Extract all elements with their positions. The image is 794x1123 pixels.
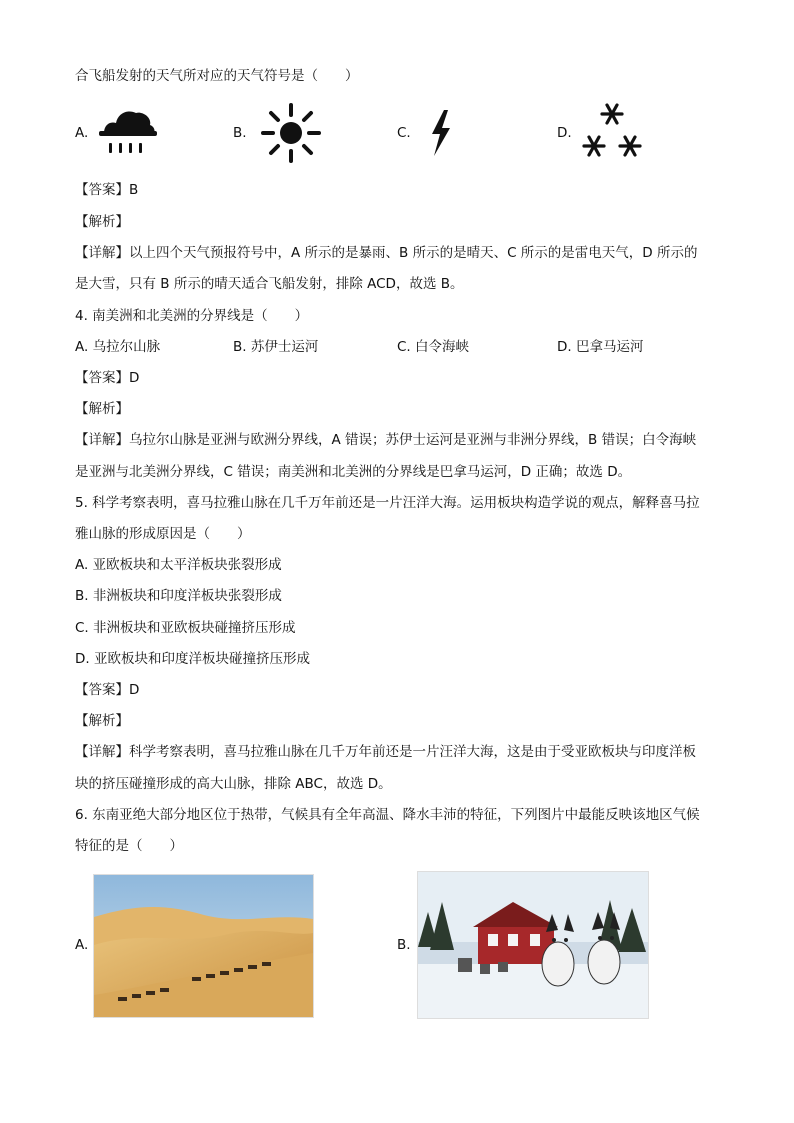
q3-stem-tail: 合飞船发射的天气所对应的天气符号是（ ） [75,68,359,84]
thunder-lightning-icon [428,110,454,156]
q5-answer: 【答案】D [75,682,140,698]
q5-option-d: D. 亚欧板块和印度洋板块碰撞挤压形成 [75,651,310,667]
q5-detail-line-2: 块的挤压碰撞形成的高大山脉，排除 ABC，故选 D。 [75,776,392,792]
q4-option-c: C. 白令海峡 [397,339,470,355]
q3-option-c-letter: C. [397,125,411,141]
q4-option-a: A. 乌拉尔山脉 [75,339,161,355]
desert-camel-caravan-photo [93,874,314,1018]
q5-stem-line-2: 雅山脉的形成原因是（ ） [75,526,251,542]
q6-option-a-letter: A. [75,937,89,953]
q3-option-d-letter: D. [557,125,572,141]
q3-detail-line-1: 【详解】以上四个天气预报符号中，A 所示的是暴雨、B 所示的是晴天、C 所示的是雷电天气，D 所示的 [75,245,698,261]
q3-analysis-label: 【解析】 [75,214,129,230]
q4-detail-line-2: 是亚洲与北美洲分界线，C 错误；南美洲和北美洲的分界线是巴拿马运河，D 正确；故选 D。 [75,464,632,480]
q6-option-b-letter: B. [397,937,411,953]
q5-detail-line-1: 【详解】科学考察表明，喜马拉雅山脉在几千万年前还是一片汪洋大海，这是由于受亚欧板块与印度洋板 [75,744,696,760]
q6-stem-line-1: 6. 东南亚绝大部分地区位于热带，气候具有全年高温、降水丰沛的特征，下列图片中最能反映该地区气候 [75,807,700,823]
q5-option-a: A. 亚欧板块和太平洋板块张裂形成 [75,557,282,573]
heavy-rain-icon [98,103,158,163]
q3-option-b-letter: B. [233,125,247,141]
q5-option-b: B. 非洲板块和印度洋板块张裂形成 [75,588,282,604]
q4-answer: 【答案】D [75,370,140,386]
q5-option-c: C. 非洲板块和亚欧板块碰撞挤压形成 [75,620,296,636]
q4-detail-line-1: 【详解】乌拉尔山脉是亚洲与欧洲分界线，A 错误；苏伊士运河是亚洲与非洲分界线，B 错误；白令海峡 [75,432,697,448]
q5-analysis-label: 【解析】 [75,713,129,729]
q5-stem-line-1: 5. 科学考察表明，喜马拉雅山脉在几千万年前还是一片汪洋大海。运用板块构造学说的观点，解释喜马拉 [75,495,700,511]
q4-option-b: B. 苏伊士运河 [233,339,319,355]
q6-stem-line-2: 特征的是（ ） [75,838,183,854]
q3-answer: 【答案】B [75,182,139,198]
snow-husky-dogs-photo [417,871,649,1019]
q3-option-a-letter: A. [75,125,89,141]
q3-detail-line-2: 是大雪，只有 B 所示的晴天适合飞船发射，排除 ACD，故选 B。 [75,276,464,292]
heavy-snow-icon [580,100,644,162]
sunny-icon [260,102,322,164]
q4-analysis-label: 【解析】 [75,401,129,417]
q4-stem: 4. 南美洲和北美洲的分界线是（ ） [75,308,309,324]
q4-option-d: D. 巴拿马运河 [557,339,644,355]
